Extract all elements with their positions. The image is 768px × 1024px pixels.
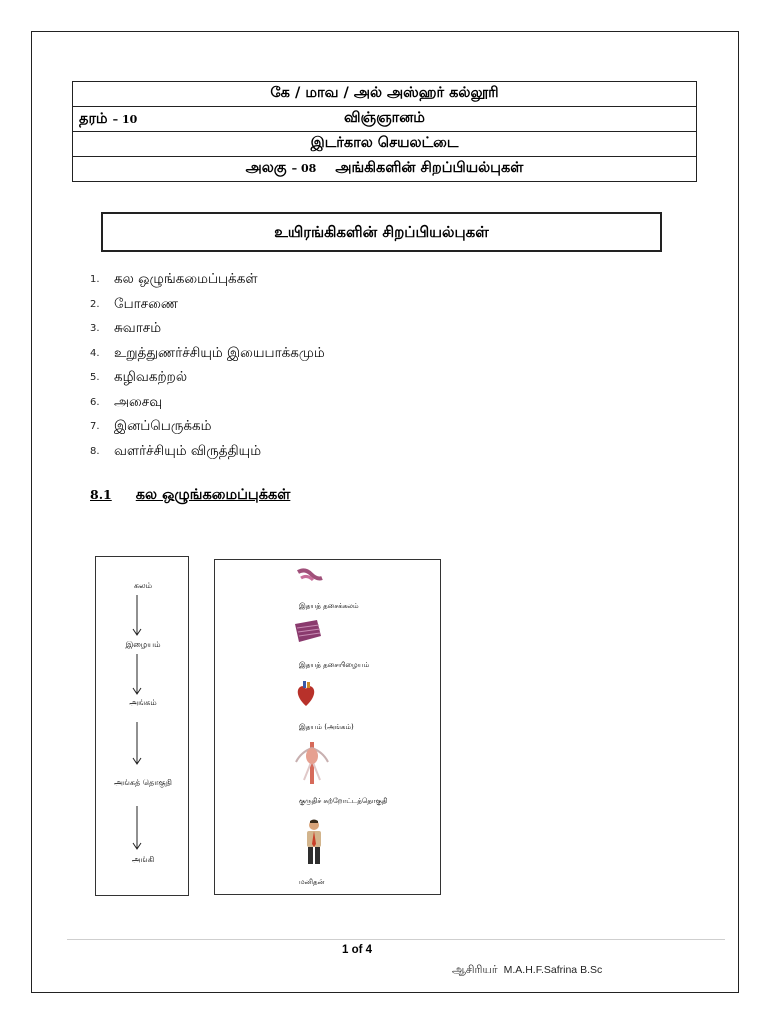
list-item: [90, 390, 325, 415]
caption-muscle-tissue: இதயத் தசையிழையம்: [299, 661, 370, 669]
item-text: உறுத்துணர்ச்சியும் இயைபாக்கமும்: [114, 344, 325, 361]
item-number: 4.: [90, 347, 100, 359]
circulatory-system-icon: [293, 740, 331, 786]
flow-step-tissue: இழையம்: [125, 640, 161, 649]
unit-label: அலகு: [245, 160, 287, 176]
section-number: 8.1: [90, 487, 112, 502]
item-text: கல ஒழுங்கமைப்புக்கள்: [114, 271, 258, 287]
unit-title: அங்கிகளின் சிறப்பியல்புகள்: [335, 160, 524, 176]
caption-heart-organ: இதயம் (அங்கம்): [299, 723, 354, 731]
activity-title: இடர்கால செயலட்டை: [73, 132, 697, 157]
item-text: இனப்பெருக்கம்: [114, 418, 212, 434]
list-item: [90, 267, 325, 292]
item-number: 2.: [90, 298, 100, 310]
page-number: 1 of 4: [342, 944, 373, 956]
main-title: உயிரங்கிகளின் சிறப்பியல்புகள்: [101, 212, 662, 252]
item-text: சுவாசம்: [114, 320, 162, 336]
flow-step-organ-system: அங்கத் தொகுதி: [113, 778, 172, 787]
section-heading: [90, 487, 290, 505]
item-number: 1.: [90, 274, 100, 285]
item-number: 8.: [90, 445, 100, 457]
item-text: வளர்ச்சியும் விருத்தியும்: [114, 442, 262, 459]
list-item: [90, 292, 325, 317]
header-table: [72, 81, 697, 182]
footer-divider: [67, 939, 725, 940]
list-item: [90, 316, 325, 341]
caption-circulatory-system: குருதிச் சுற்றோட்டத்தொகுதி: [299, 797, 388, 805]
school-name: கே / மாவ / அல் அஸ்ஹர் கல்லூரி: [73, 82, 697, 107]
characteristics-list: [90, 267, 325, 463]
flow-step-organ: அங்கம்: [129, 698, 157, 707]
caption-human: மனிதன்: [299, 878, 325, 886]
author: [452, 963, 602, 978]
grade-label: தரம்: [79, 111, 108, 127]
unit-row: [73, 157, 697, 182]
flow-step-organism: அங்கி: [131, 855, 155, 864]
caption-heart-cell: இதயத் தசைக்கலம்: [299, 602, 359, 610]
item-text: அசைவு: [114, 393, 163, 410]
unit-number: – 08: [291, 162, 317, 175]
list-item: [90, 439, 325, 464]
item-number: 3.: [90, 323, 100, 334]
item-number: 7.: [90, 421, 100, 432]
heart-cell-icon: [295, 566, 325, 586]
flow-step-cell: கலம்: [133, 581, 153, 590]
heart-organ-icon: [295, 680, 317, 708]
item-number: 5.: [90, 372, 100, 383]
author-name: M.A.H.F.Safrina B.Sc: [503, 964, 603, 976]
list-item: [90, 414, 325, 439]
flow-arrows: [96, 557, 190, 897]
grade-subject-row: [73, 107, 697, 132]
author-label: ஆசிரியர்: [452, 963, 498, 976]
subject: விஞ்ஞானம்: [344, 110, 425, 126]
item-text: கழிவகற்றல்: [114, 369, 188, 385]
muscle-tissue-icon: [293, 618, 323, 644]
section-title: கல ஒழுங்கமைப்புக்கள்: [135, 487, 291, 503]
list-item: [90, 365, 325, 390]
list-item: [90, 341, 325, 366]
item-text: போசணை: [114, 295, 179, 312]
grade: [79, 111, 137, 129]
organization-images-box: [214, 559, 441, 895]
item-number: 6.: [90, 396, 100, 408]
grade-value: – 10: [112, 113, 138, 126]
organization-flow-box: [95, 556, 189, 896]
human-icon: [301, 818, 327, 866]
